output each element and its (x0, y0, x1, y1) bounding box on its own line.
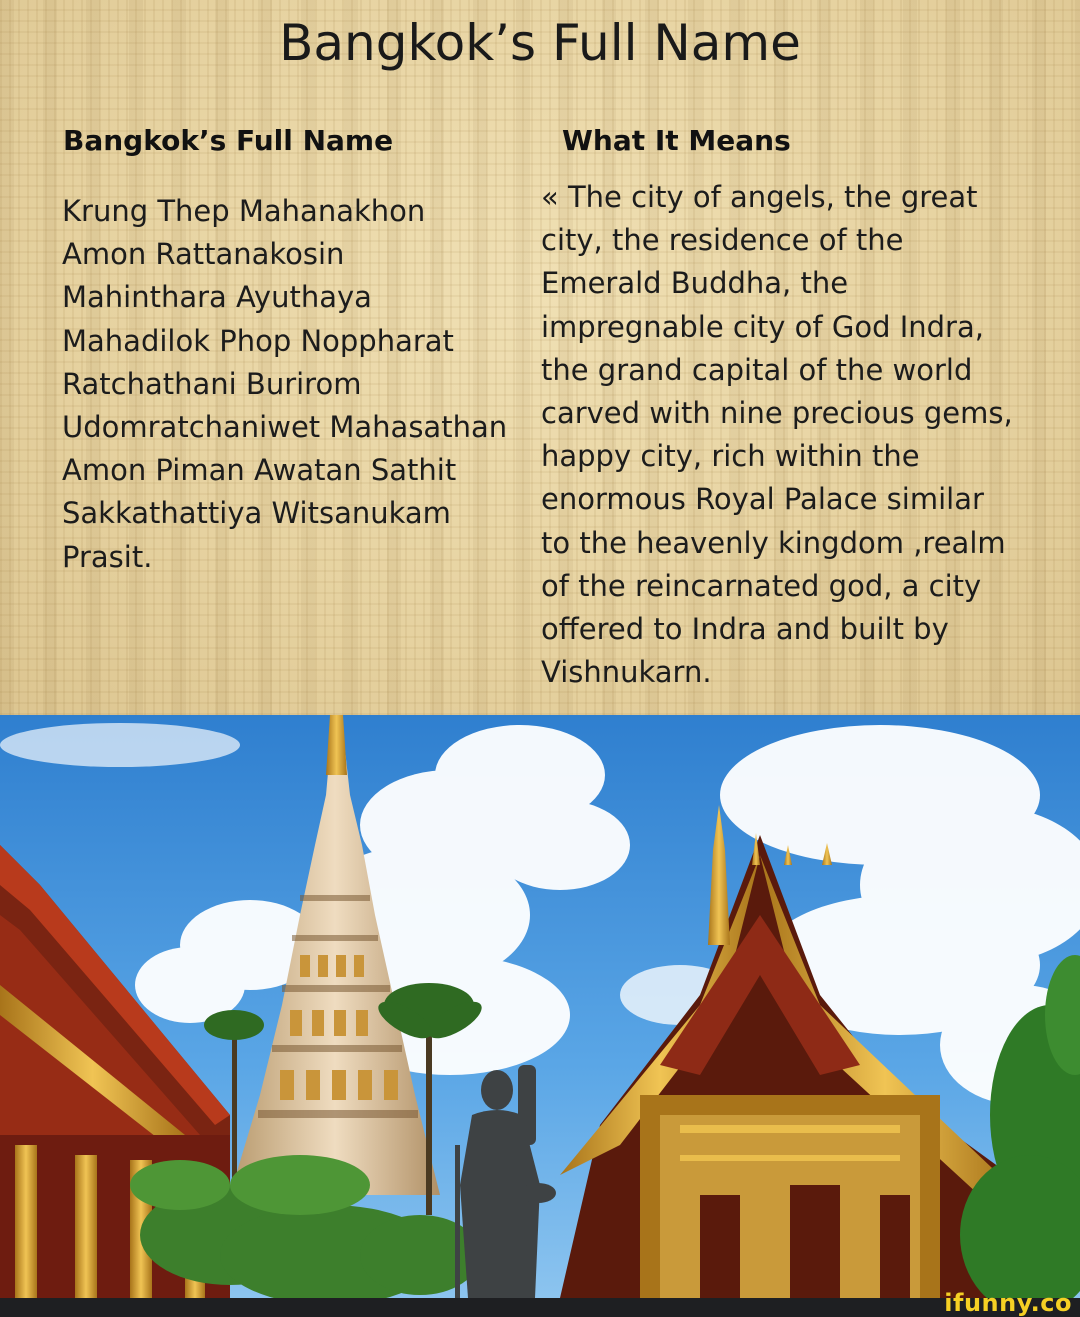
full-name-line: Ratchathani Burirom (62, 366, 362, 401)
meaning-line: enormous Royal Palace similar (541, 482, 984, 517)
full-name-line: Amon Rattanakosin (62, 237, 345, 272)
watermark: ifunny.co (944, 1289, 1072, 1317)
column-heading-name: Bangkok’s Full Name (63, 124, 394, 157)
meaning-line: Emerald Buddha, the (541, 266, 849, 301)
meaning-line: happy city, rich within the (541, 439, 920, 474)
meaning-line: to the heavenly kingdom ,realm (541, 525, 1006, 560)
meaning-line: city, the residence of the (541, 223, 904, 258)
meaning-line: of the reincarnated god, a city (541, 568, 982, 603)
meaning-text (541, 176, 1061, 694)
meaning-line: carved with nine precious gems, (541, 396, 1013, 431)
meaning-line: impregnable city of God Indra, (541, 309, 984, 344)
meaning-line: the grand capital of the world (541, 352, 973, 387)
meaning-line: offered to Indra and built by (541, 612, 949, 647)
full-name-line: Prasit. (62, 539, 153, 574)
temple-photo (0, 715, 1080, 1298)
full-name-line: Amon Piman Awatan Sathit (62, 453, 457, 488)
full-name-line: Mahadilok Phop Noppharat (62, 323, 454, 358)
page-title: Bangkok’s Full Name (279, 14, 801, 72)
full-name-line: Krung Thep Mahanakhon (62, 194, 426, 228)
meaning-line: « The city of angels, the great (541, 180, 978, 214)
meaning-line: Vishnukarn. (541, 655, 712, 690)
full-name-line: Mahinthara Ayuthaya (62, 280, 372, 315)
column-heading-meaning: What It Means (562, 124, 791, 157)
full-name-line: Udomratchaniwet Mahasathan (62, 410, 508, 445)
full-name-line: Sakkathattiya Witsanukam (62, 496, 451, 531)
full-name-text (62, 190, 532, 579)
bottom-bar (0, 1298, 1080, 1317)
